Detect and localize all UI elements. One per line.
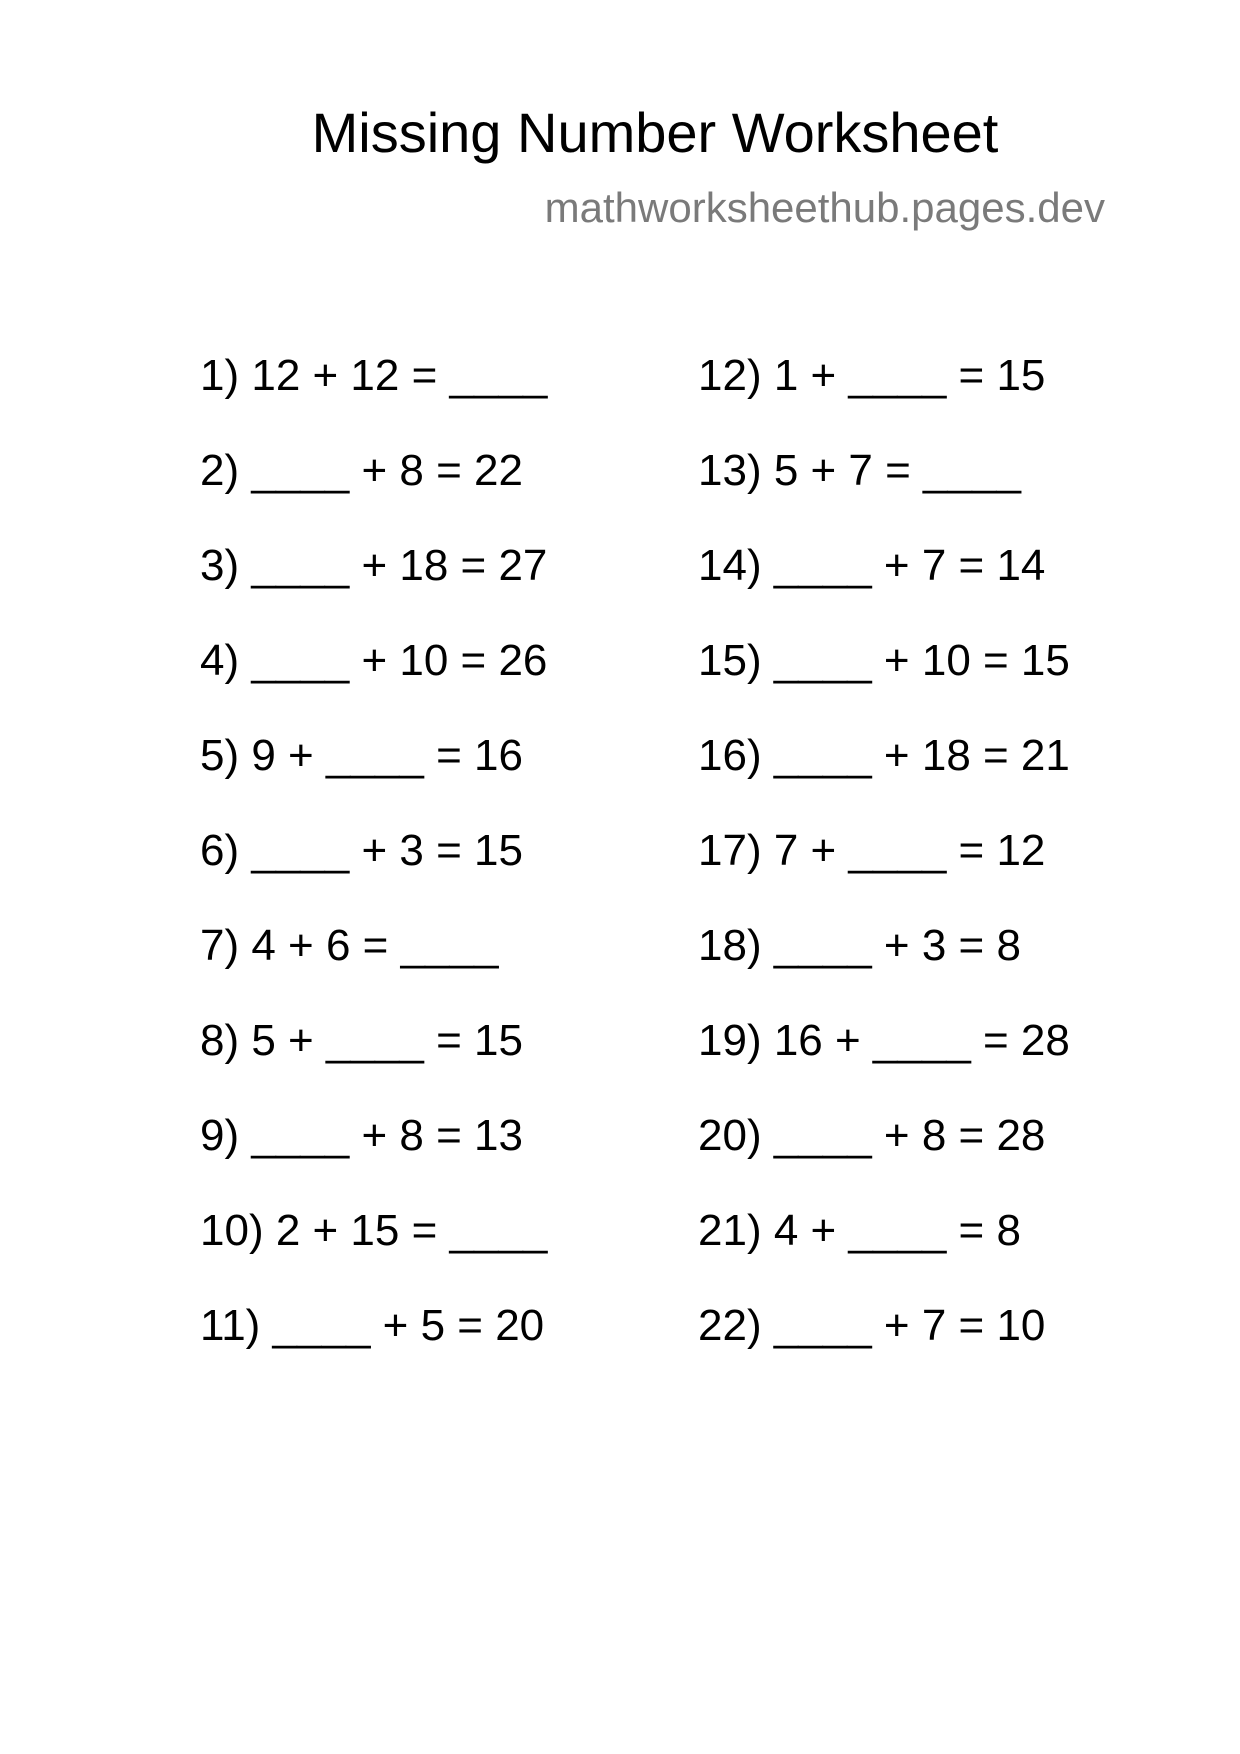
problem-column-right [698, 348, 1070, 1393]
problem-12: 12) 1 + ____ = 15 [698, 351, 1046, 400]
problem-2: 2) ____ + 8 = 22 [200, 446, 523, 495]
problem-13: 13) 5 + 7 = ____ [698, 446, 1021, 495]
problem-7: 7) 4 + 6 = ____ [200, 921, 499, 970]
problem-17: 17) 7 + ____ = 12 [698, 826, 1046, 875]
problem-3: 3) ____ + 18 = 27 [200, 541, 548, 590]
problem-22: 22) ____ + 7 = 10 [698, 1301, 1046, 1350]
problem-5: 5) 9 + ____ = 16 [200, 731, 523, 780]
problem-19: 19) 16 + ____ = 28 [698, 1016, 1070, 1065]
problem-21: 21) 4 + ____ = 8 [698, 1206, 1021, 1255]
problem-16: 16) ____ + 18 = 21 [698, 731, 1070, 780]
problem-1: 1) 12 + 12 = ____ [200, 351, 548, 400]
website-url: mathworksheethub.pages.dev [544, 184, 1105, 231]
problem-10: 10) 2 + 15 = ____ [200, 1206, 548, 1255]
problem-14: 14) ____ + 7 = 14 [698, 541, 1046, 590]
problem-11: 11) ____ + 5 = 20 [200, 1301, 545, 1350]
problem-15: 15) ____ + 10 = 15 [698, 636, 1070, 685]
problem-column-left [200, 348, 547, 1393]
page-title: Missing Number Worksheet [311, 101, 999, 164]
problem-18: 18) ____ + 3 = 8 [698, 921, 1021, 970]
problem-9: 9) ____ + 8 = 13 [200, 1111, 523, 1160]
problem-8: 8) 5 + ____ = 15 [200, 1016, 523, 1065]
problem-list [0, 348, 1240, 1348]
problem-4: 4) ____ + 10 = 26 [200, 636, 548, 685]
problem-6: 6) ____ + 3 = 15 [200, 826, 523, 875]
problem-20: 20) ____ + 8 = 28 [698, 1111, 1046, 1160]
